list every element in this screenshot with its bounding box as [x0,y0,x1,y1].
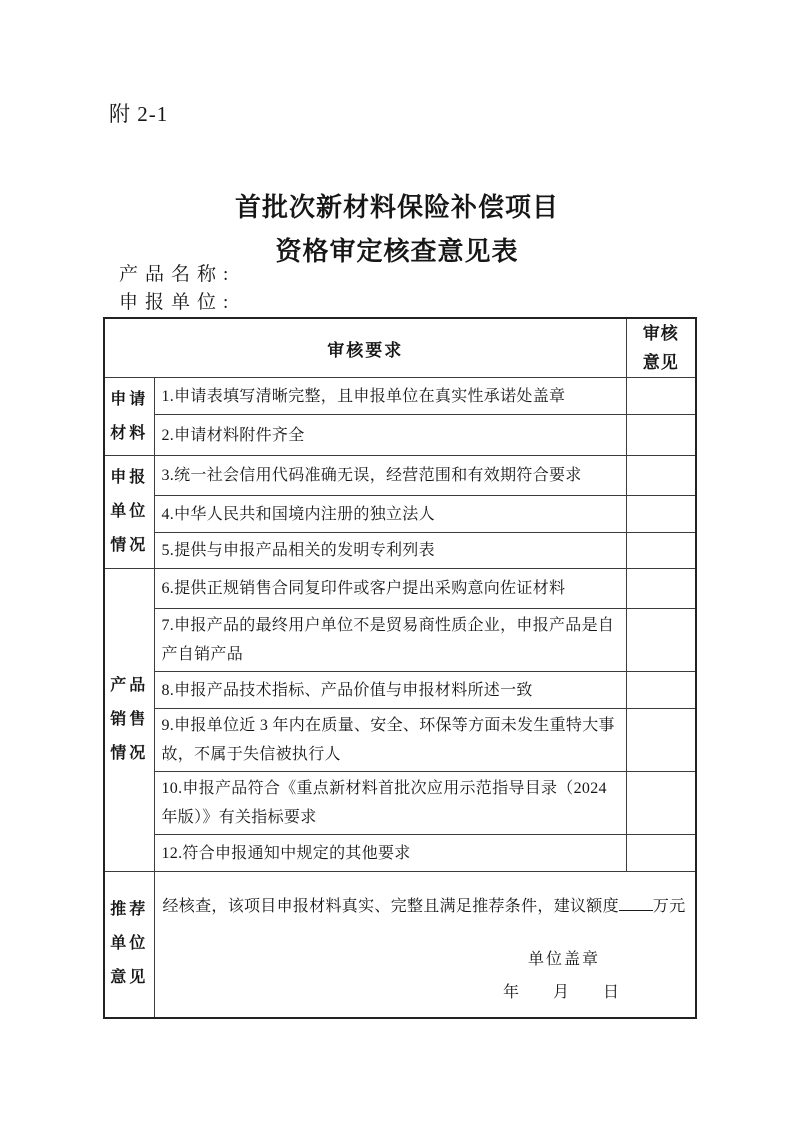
opinion-cell-1 [626,378,696,415]
statement-prefix: 经核查，该项目申报材料真实、完整且满足推荐条件，建议额度 [162,898,619,915]
table-row [104,378,696,415]
requirement-item-4: 4.中华人民共和国境内注册的独立法人 [154,496,626,533]
date-year-label: 年 [502,984,519,1001]
amount-blank-field [619,906,653,911]
review-table [103,317,697,1019]
unit-seal-label: 单位盖章 [527,951,600,968]
table-row [104,609,696,672]
opinion-cell-7 [626,609,696,672]
table-row [104,672,696,709]
header-review-opinion-line2: 意见 [642,353,679,372]
opinion-cell-9 [626,709,696,772]
table-row [104,415,696,456]
table-row [104,772,696,835]
table-row [104,709,696,772]
requirement-item-3: 3.统一社会信用代码准确无误，经营范围和有效期符合要求 [154,456,626,496]
table-row [104,496,696,533]
opinion-cell-4 [626,496,696,533]
group-label-application-materials: 申请材料 [104,378,154,456]
opinion-cell-8 [626,672,696,709]
statement-suffix: 万元 [652,898,686,915]
date-line [155,981,696,1005]
requirement-item-12: 12.符合申报通知中规定的其他要求 [154,835,626,872]
recommendation-row [104,872,696,1018]
title-line-2: 资格审定核查意见表 [275,237,519,266]
requirement-item-10: 10.申报产品符合《重点新材料首批次应用示范指导目录（2024 年版）》有关指标要求 [154,772,626,835]
requirement-item-6: 6.提供正规销售合同复印件或客户提出采购意向佐证材料 [154,569,626,609]
group-label-applicant-unit-status: 申报单位情况 [104,456,154,569]
requirement-item-5: 5.提供与申报产品相关的发明专利列表 [154,533,626,569]
date-day-label: 日 [602,984,619,1001]
opinion-cell-6 [626,569,696,609]
requirement-item-8: 8.申报产品技术指标、产品价值与申报材料所述一致 [154,672,626,709]
attachment-label: 附 2-1 [109,102,169,126]
recommendation-statement [163,893,690,921]
opinion-cell-10 [626,772,696,835]
opinion-cell-5 [626,533,696,569]
header-review-requirements: 审核要求 [104,318,626,378]
requirement-item-2: 2.申请材料附件齐全 [154,415,626,456]
opinion-cell-2 [626,415,696,456]
requirement-item-9: 9.申报单位近 3 年内在质量、安全、环保等方面未发生重特大事故，不属于失信被执行人 [154,709,626,772]
header-review-opinion-line1: 审核 [642,324,679,343]
requirement-item-1: 1.申请表填写清晰完整，且申报单位在真实性承诺处盖章 [154,378,626,415]
requirement-item-7: 7.申报产品的最终用户单位不是贸易商性质企业，申报产品是自产自销产品 [154,609,626,672]
opinion-cell-12 [626,835,696,872]
recommendation-opinion-cell [154,872,696,1018]
group-label-recommending-unit-opinion: 推荐单位意见 [104,872,154,1018]
table-header-row [104,318,696,378]
product-name-label: 产品名称: [119,264,236,285]
table-row [104,456,696,496]
date-month-label: 月 [552,984,569,1001]
opinion-cell-3 [626,456,696,496]
table-row [104,569,696,609]
group-label-product-sales-status: 产品销售情况 [104,569,154,872]
table-row [104,533,696,569]
title-line-1: 首批次新材料保险补偿项目 [234,193,559,222]
applicant-unit-label: 申报单位: [119,292,236,313]
table-row [104,835,696,872]
header-review-opinion [626,318,696,378]
